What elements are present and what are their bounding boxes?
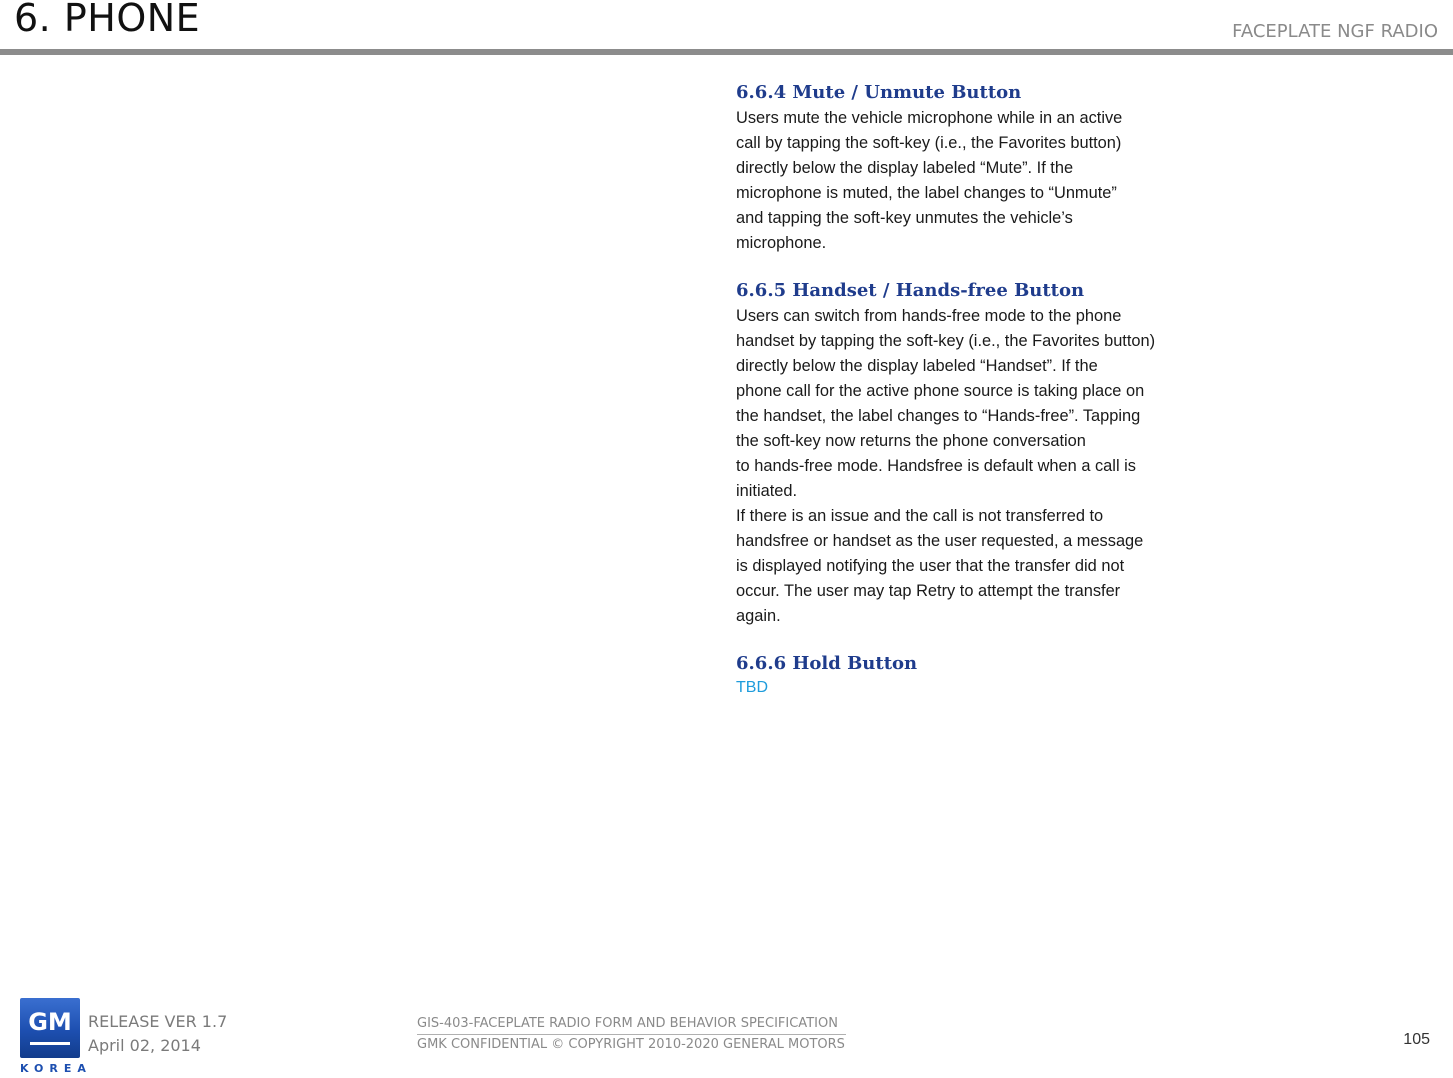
text-line: directly below the display labeled “Mute”. If the	[736, 159, 1074, 177]
text-line: phone call for the active phone source is taking place on	[736, 382, 1145, 400]
text-line: again.	[736, 607, 781, 625]
gm-korea-logo	[20, 998, 92, 1078]
release-version: RELEASE VER 1.7	[88, 1012, 228, 1031]
text-line: and tapping the soft-key unmutes the vehicle’s	[736, 209, 1073, 227]
gm-logo-text: GM	[28, 1008, 72, 1036]
text-line: is displayed notifying the user that the transfer did not	[736, 557, 1125, 575]
text-line: directly below the display labeled “Handset”. If the	[736, 357, 1098, 375]
page-header	[0, 0, 1453, 56]
text-line: the soft-key now returns the phone conversation	[736, 432, 1086, 450]
text-line: microphone is muted, the label changes to “Unmute”	[736, 184, 1117, 202]
page-footer	[0, 990, 1453, 1073]
paragraph	[736, 106, 1256, 256]
gm-logo-underline	[30, 1042, 70, 1045]
section-hold	[736, 651, 1256, 699]
spec-info	[417, 1014, 846, 1055]
section-heading: 6.6.6 Hold Button	[736, 653, 918, 674]
text-line: handsfree or handset as the user requested, a message	[736, 532, 1144, 550]
text-line: If there is an issue and the call is not transferred to	[736, 507, 1104, 525]
text-line: Users mute the vehicle microphone while in an active	[736, 109, 1123, 127]
text-line: to hands-free mode. Handsfree is default when a call is	[736, 457, 1136, 475]
confidential-notice: GMK CONFIDENTIAL © COPYRIGHT 2010-2020 GENERAL MOTORS	[417, 1037, 845, 1052]
release-info	[88, 1010, 227, 1058]
document-label: FACEPLATE NGF RADIO	[1232, 21, 1438, 42]
section-heading: 6.6.4 Mute / Unmute Button	[736, 82, 1022, 103]
page-number: 105	[1403, 1031, 1430, 1048]
text-line: microphone.	[736, 234, 827, 252]
text-line: occur. The user may tap Retry to attempt the transfer	[736, 582, 1121, 600]
text-line: the handset, the label changes to “Hands-free”. Tapping	[736, 407, 1141, 425]
spec-title: GIS-403-FACEPLATE RADIO FORM AND BEHAVIOR SPECIFICATION	[417, 1014, 846, 1035]
main-content	[736, 80, 1256, 721]
paragraph	[736, 304, 1256, 504]
text-line: Users can switch from hands-free mode to the phone	[736, 307, 1122, 325]
text-line: call by tapping the soft-key (i.e., the Favorites button)	[736, 134, 1122, 152]
section-mute-unmute	[736, 80, 1256, 256]
paragraph	[736, 504, 1256, 629]
text-line: initiated.	[736, 482, 798, 500]
chapter-title: 6. PHONE	[14, 0, 201, 40]
text-line: handset by tapping the soft-key (i.e., the Favorites button)	[736, 332, 1156, 350]
tbd-text: TBD	[736, 679, 768, 696]
section-handset-handsfree	[736, 278, 1256, 629]
korea-logo-text: KOREA	[20, 1062, 92, 1075]
header-divider	[0, 49, 1453, 55]
release-date: April 02, 2014	[88, 1036, 201, 1055]
section-heading: 6.6.5 Handset / Hands-free Button	[736, 280, 1085, 301]
